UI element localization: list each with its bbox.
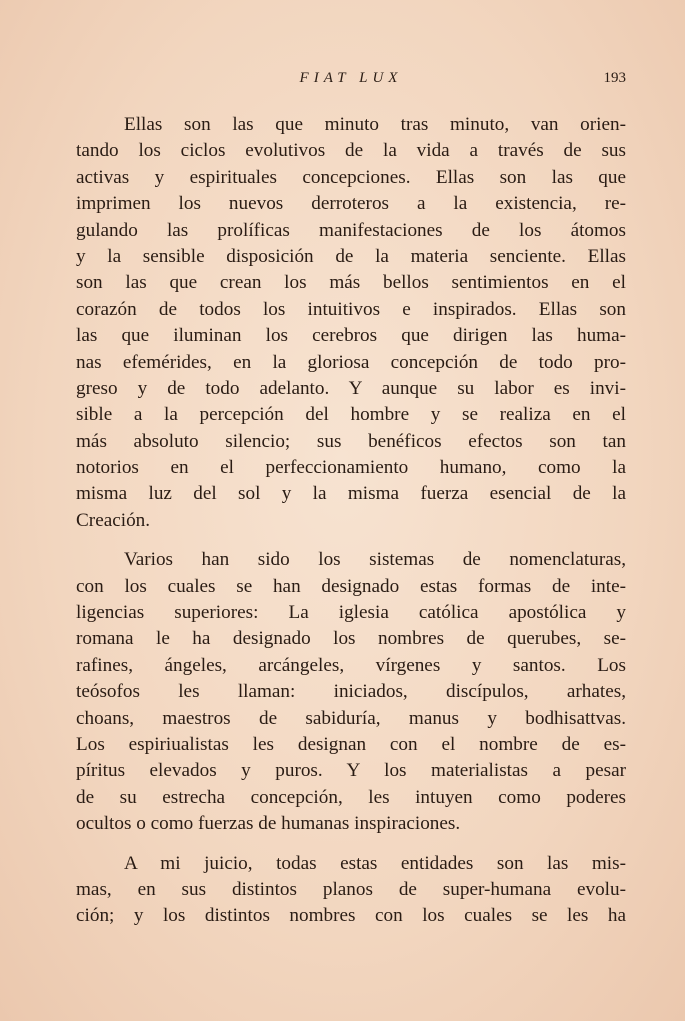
paragraph (76, 547, 626, 837)
text-line: imprimen los nuevos derroteros a la existencia, re- (76, 193, 626, 215)
text-line: romana le ha designado los nombres de querubes, se- (76, 628, 626, 650)
paragraph-gap (76, 838, 626, 851)
text-line: de su estrecha concepción, les intuyen como poderes (76, 786, 626, 808)
text-line: A mi juicio, todas estas entidades son las mis- (124, 852, 626, 874)
paragraph (76, 112, 626, 534)
text-line: Ellas son las que minuto tras minuto, van orien- (124, 114, 626, 135)
text-line: gulando las prolíficas manifestaciones de los átomos (76, 219, 626, 241)
text-line: y la sensible disposición de la materia senciente. Ellas (76, 245, 626, 267)
body-text (76, 112, 626, 930)
text-line: notorios en el perfeccionamiento humano, como la (76, 457, 626, 479)
text-line: greso y de todo adelanto. Y aunque su labor es invi- (76, 377, 626, 399)
text-line: ligencias superiores: La iglesia católica apostólica y (76, 602, 626, 624)
text-line: rafines, ángeles, arcángeles, vírgenes y santos. Los (76, 654, 626, 676)
text-line: tando los ciclos evolutivos de la vida a través de sus (76, 140, 626, 162)
text-line: Varios han sido los sistemas de nomenclaturas, (124, 549, 626, 571)
text-line: con los cuales se han designado estas formas de inte- (76, 575, 626, 597)
text-line: activas y espirituales concepciones. Ellas son las que (76, 166, 626, 188)
text-line: choans, maestros de sabiduría, manus y bodhisattvas. (76, 707, 626, 729)
text-line: mas, en sus distintos planos de super-humana evolu- (76, 878, 626, 900)
paragraph (76, 851, 626, 930)
text-line: misma luz del sol y la misma fuerza esencial de la (76, 483, 626, 505)
page-number: 193 (603, 70, 626, 86)
running-title: FIAT LUX (299, 70, 403, 86)
paragraph-gap (76, 534, 626, 547)
text-line: Los espiriualistas les designan con el nombre de es- (76, 733, 626, 755)
text-line: corazón de todos los intuitivos e inspirados. Ellas son (76, 298, 626, 320)
text-line: sible a la percepción del hombre y se realiza en el (76, 404, 626, 426)
text-line: teósofos les llaman: iniciados, discípulos, arhates, (76, 681, 626, 703)
text-line: ción; y los distintos nombres con los cuales se les ha (76, 905, 626, 927)
text-line: más absoluto silencio; sus benéficos efectos son tan (76, 430, 626, 452)
text-line: píritus elevados y puros. Y los materialistas a pesar (76, 760, 626, 782)
text-line: las que iluminan los cerebros que dirigen las huma- (76, 325, 626, 347)
text-line: son las que crean los más bellos sentimientos en el (76, 272, 626, 294)
text-line: Creación. (76, 509, 151, 531)
text-line: nas efemérides, en la gloriosa concepción de todo pro- (76, 351, 626, 373)
text-line: ocultos o como fuerzas de humanas inspiraciones. (76, 813, 461, 835)
page-header (76, 70, 626, 98)
